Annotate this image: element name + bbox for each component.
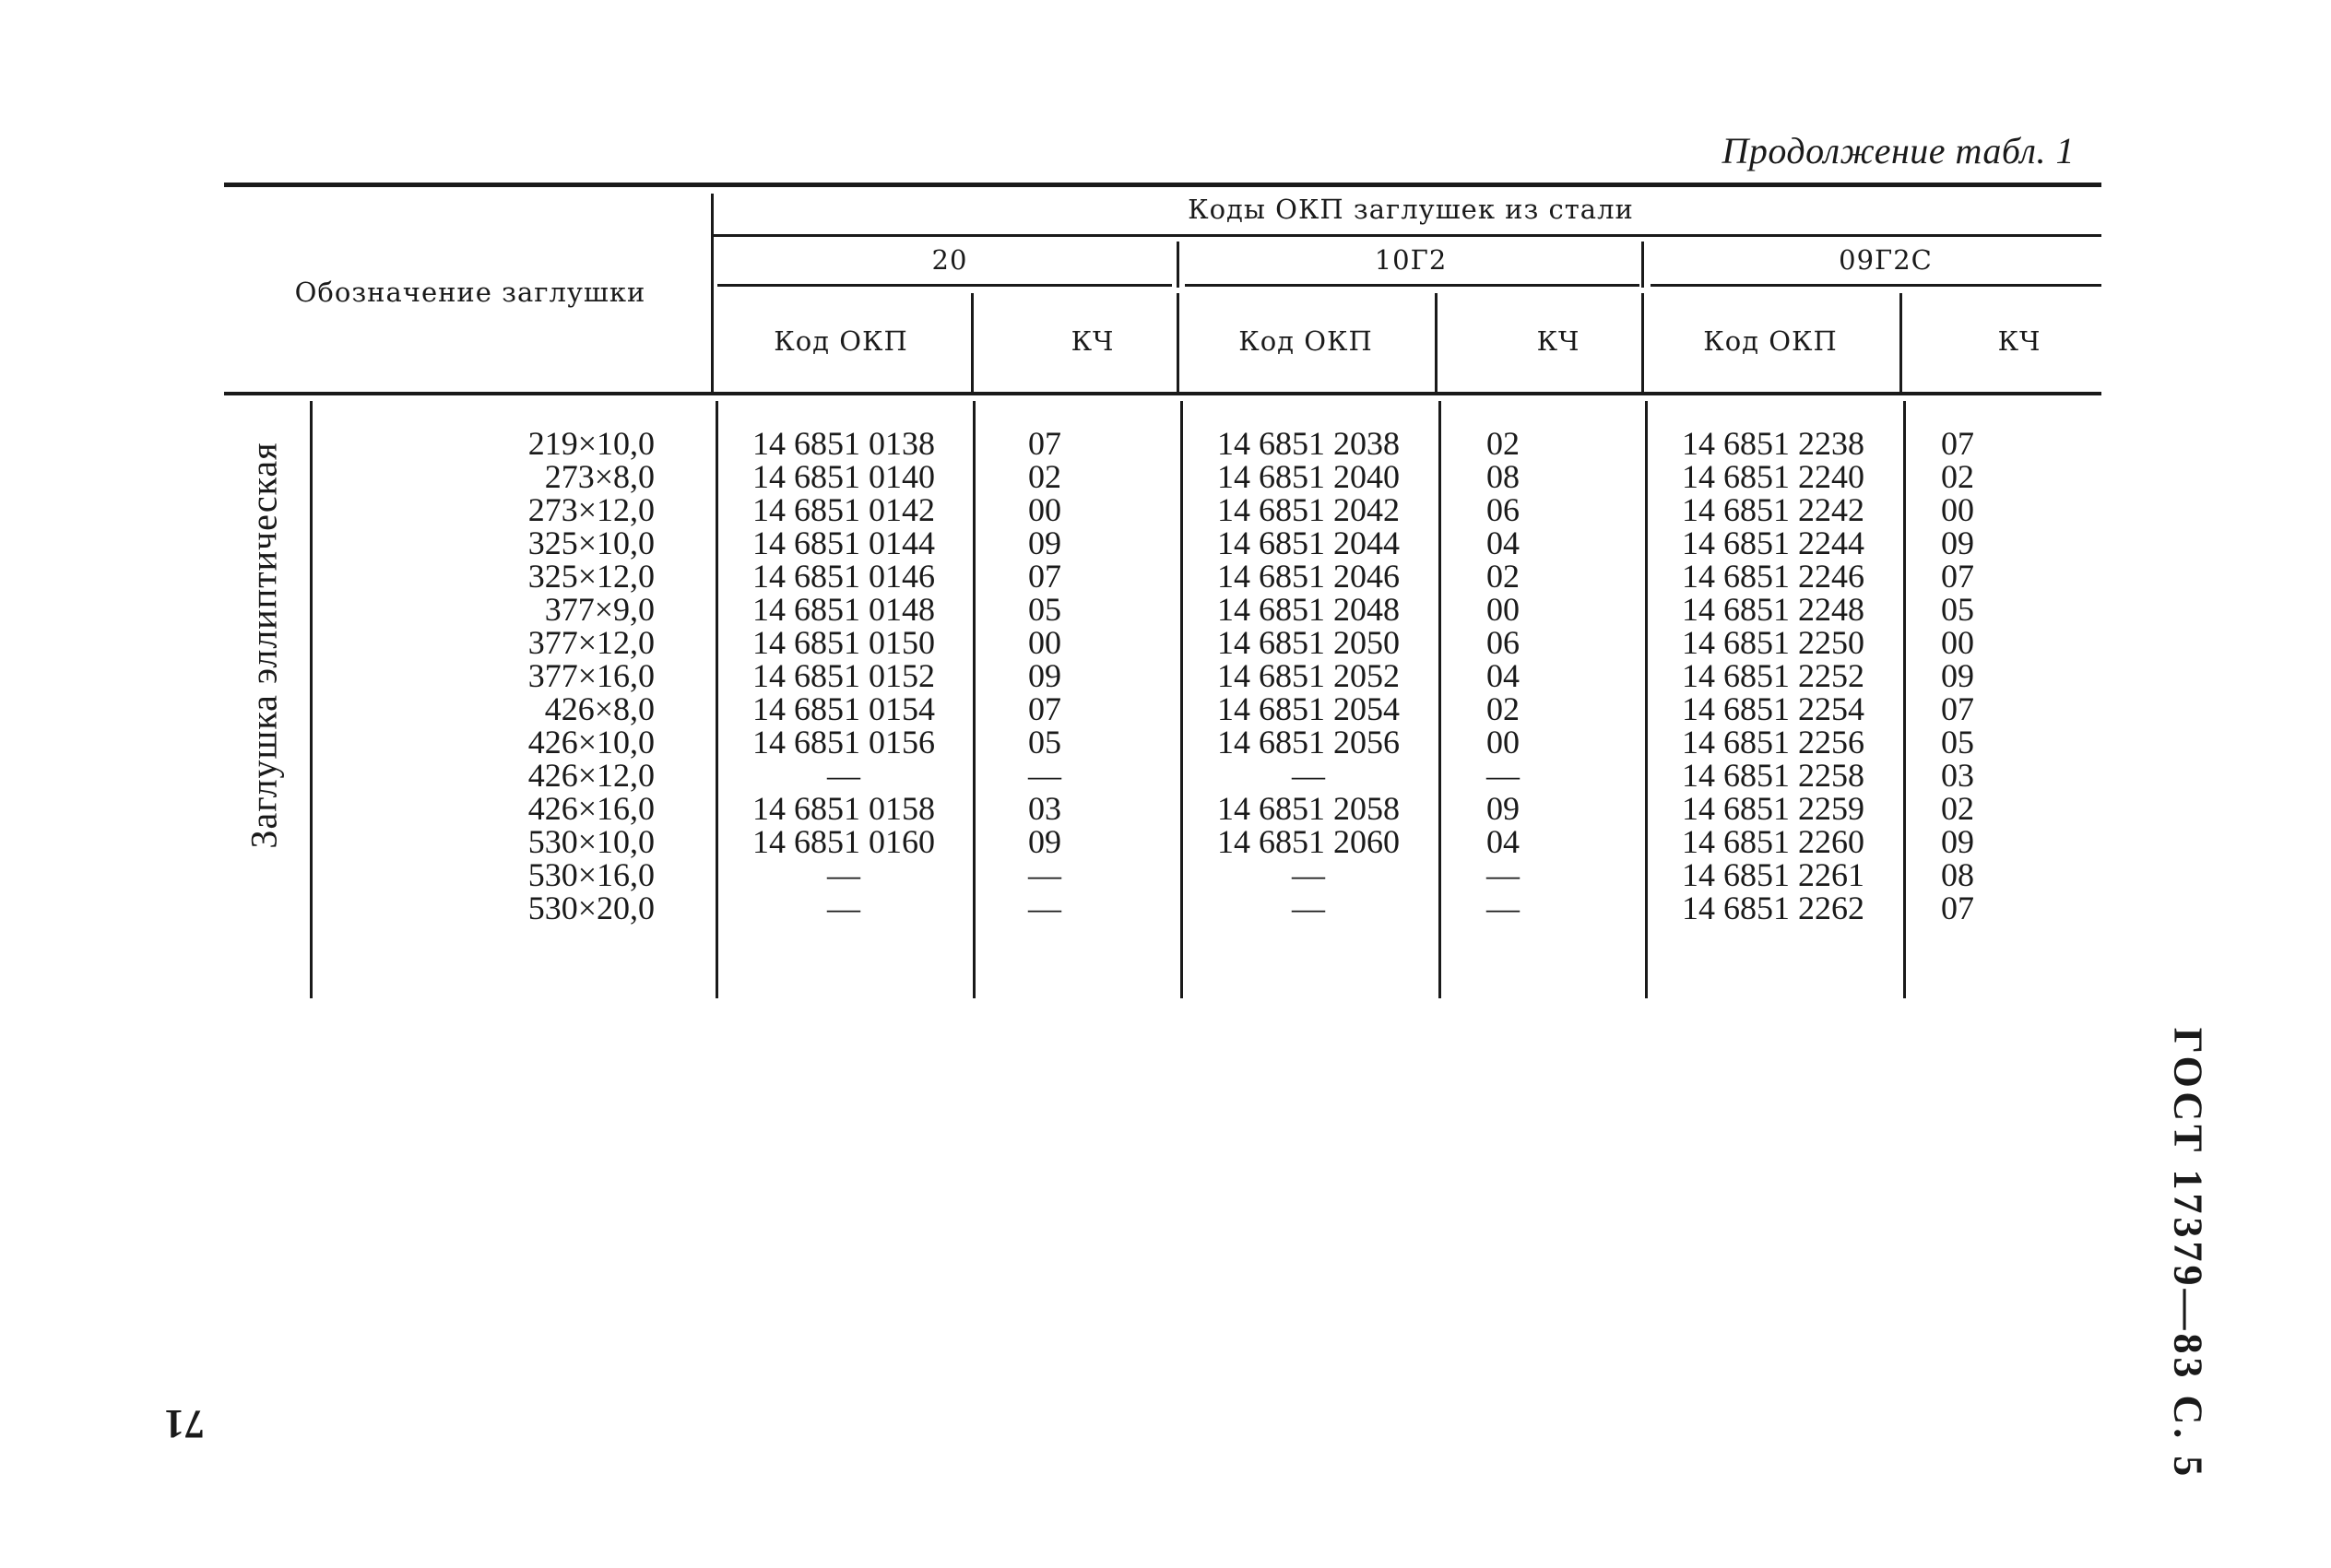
table-cell: — <box>1028 757 1061 794</box>
table-cell: 09 <box>1028 657 1061 694</box>
kch-column-09g2s <box>1921 427 1994 925</box>
table-cell: 14 6851 0140 <box>752 458 935 495</box>
table-cell: — <box>1292 890 1325 926</box>
table-cell: 07 <box>1941 425 1974 462</box>
code-column-09g2s <box>1658 427 1888 925</box>
table-cell: 14 6851 2248 <box>1682 591 1864 628</box>
table-cell: 14 6851 2056 <box>1217 724 1400 760</box>
table-cell: 14 6851 0144 <box>752 525 935 561</box>
table-cell: 14 6851 2260 <box>1682 823 1864 860</box>
table-cell: — <box>1486 856 1520 893</box>
code-header-20: Код ОКП <box>774 325 908 357</box>
grade-10g2-header: 10Г2 <box>1374 244 1448 276</box>
table-cell: 14 6851 2048 <box>1217 591 1400 628</box>
code-column-10g2 <box>1193 427 1424 925</box>
header-vline-10g2-left <box>1177 242 1179 288</box>
table-cell: 530×10,0 <box>527 823 655 860</box>
table-cell: 14 6851 0152 <box>752 657 935 694</box>
table-cell: 02 <box>1486 558 1520 595</box>
table-cell: 14 6851 0160 <box>752 823 935 860</box>
table-cell: 02 <box>1941 458 1974 495</box>
kch-column-10g2 <box>1466 427 1540 925</box>
table-cell: 05 <box>1028 724 1061 760</box>
table-cell: 14 6851 2256 <box>1682 724 1864 760</box>
body-vline-10g2-left <box>1180 401 1183 998</box>
table-cell: 02 <box>1486 425 1520 462</box>
table-cell: 06 <box>1486 624 1520 661</box>
header-vline-10g2 <box>1435 293 1438 392</box>
table-cell: 03 <box>1028 790 1061 827</box>
table-cell: 07 <box>1941 558 1974 595</box>
table-cell: — <box>827 856 860 893</box>
table-cell: 00 <box>1486 724 1520 760</box>
table-cell: — <box>1292 757 1325 794</box>
table-cell: 14 6851 2060 <box>1217 823 1400 860</box>
body-vline-09g2s-left <box>1645 401 1648 998</box>
body-vline-20 <box>973 401 976 998</box>
table-cell: 14 6851 2246 <box>1682 558 1864 595</box>
table-cell: 08 <box>1486 458 1520 495</box>
header-vline-20-10g2 <box>1177 293 1179 392</box>
table-cell: 14 6851 2240 <box>1682 458 1864 495</box>
table-cell: 04 <box>1486 823 1520 860</box>
table-cell: 05 <box>1028 591 1061 628</box>
grade-20-header: 20 <box>931 244 968 276</box>
table-cell: 219×10,0 <box>527 425 655 462</box>
designation-column <box>304 427 655 925</box>
table-cell: 14 6851 0146 <box>752 558 935 595</box>
header-vline-09g2s-left <box>1641 242 1644 288</box>
grade-20-rule <box>717 284 1172 287</box>
table-cell: — <box>1486 757 1520 794</box>
table-cell: 07 <box>1028 690 1061 727</box>
table-cell: 02 <box>1486 690 1520 727</box>
table-cell: 07 <box>1028 425 1061 462</box>
table-cell: 377×9,0 <box>544 591 655 628</box>
table-cell: 426×12,0 <box>527 757 655 794</box>
table-cell: 14 6851 2040 <box>1217 458 1400 495</box>
table-cell: 14 6851 2044 <box>1217 525 1400 561</box>
table-cell: 05 <box>1941 591 1974 628</box>
standard-reference: ГОСТ 17379—83 С. 5 <box>2165 1027 2211 1480</box>
table-cell: 14 6851 2038 <box>1217 425 1400 462</box>
table-cell: 14 6851 2254 <box>1682 690 1864 727</box>
table-cell: 14 6851 0138 <box>752 425 935 462</box>
header-vline-09g2s <box>1899 293 1902 392</box>
table-cell: 07 <box>1941 890 1974 926</box>
code-header-09g2s: Код ОКП <box>1703 325 1838 357</box>
table-cell: 273×12,0 <box>527 491 655 528</box>
table-cell: 14 6851 2261 <box>1682 856 1864 893</box>
table-cell: 14 6851 2238 <box>1682 425 1864 462</box>
table-cell: 07 <box>1028 558 1061 595</box>
table-cell: 14 6851 0154 <box>752 690 935 727</box>
table-cell: 530×20,0 <box>527 890 655 926</box>
table-cell: 00 <box>1941 624 1974 661</box>
table-cell: 14 6851 2046 <box>1217 558 1400 595</box>
table-cell: 14 6851 0150 <box>752 624 935 661</box>
table-cell: 07 <box>1941 690 1974 727</box>
grade-10g2-rule <box>1185 284 1639 287</box>
table-caption: Продолжение табл. 1 <box>1722 130 2075 171</box>
kch-header-09g2s: КЧ <box>1997 325 2041 357</box>
table-cell: 02 <box>1941 790 1974 827</box>
grade-09g2s-header: 09Г2С <box>1839 244 1933 276</box>
table-cell: — <box>1486 890 1520 926</box>
codes-header-rule <box>713 234 2101 237</box>
table-cell: 14 6851 2252 <box>1682 657 1864 694</box>
table-cell: 02 <box>1028 458 1061 495</box>
table-cell: 14 6851 2244 <box>1682 525 1864 561</box>
table-cell: 09 <box>1486 790 1520 827</box>
table-cell: 14 6851 2052 <box>1217 657 1400 694</box>
body-vline-codes <box>716 401 718 998</box>
table-cell: 14 6851 2042 <box>1217 491 1400 528</box>
table-cell: 04 <box>1486 657 1520 694</box>
header-vline-10g2-09g2s <box>1641 293 1644 392</box>
table-cell: 00 <box>1486 591 1520 628</box>
code-column-20 <box>728 427 959 925</box>
table-cell: 14 6851 2259 <box>1682 790 1864 827</box>
table-cell: 14 6851 2058 <box>1217 790 1400 827</box>
header-bottom-rule <box>224 392 2101 395</box>
table-cell: 05 <box>1941 724 1974 760</box>
table-cell: 06 <box>1486 491 1520 528</box>
table-cell: 530×16,0 <box>527 856 655 893</box>
table-cell: — <box>827 757 860 794</box>
table-cell: 09 <box>1028 823 1061 860</box>
body-vline-09g2s <box>1903 401 1906 998</box>
table-cell: 08 <box>1941 856 1974 893</box>
table-cell: 14 6851 2262 <box>1682 890 1864 926</box>
designation-header: Обозначение заглушки <box>294 277 646 308</box>
table-cell: 00 <box>1941 491 1974 528</box>
page-number: 71 <box>164 1401 205 1447</box>
table-cell: 09 <box>1028 525 1061 561</box>
table-cell: 00 <box>1028 491 1061 528</box>
grade-09g2s-rule <box>1651 284 2101 287</box>
table-cell: 03 <box>1941 757 1974 794</box>
table-cell: — <box>1028 856 1061 893</box>
table-cell: 14 6851 2050 <box>1217 624 1400 661</box>
table-cell: 273×8,0 <box>544 458 655 495</box>
table-cell: 377×16,0 <box>527 657 655 694</box>
table-cell: 14 6851 2258 <box>1682 757 1864 794</box>
kch-header-10g2: КЧ <box>1536 325 1580 357</box>
table-cell: 426×8,0 <box>544 690 655 727</box>
table-cell: 325×10,0 <box>527 525 655 561</box>
table-cell: 09 <box>1941 823 1974 860</box>
table-top-rule <box>224 183 2101 187</box>
table-cell: 426×16,0 <box>527 790 655 827</box>
table-cell: 04 <box>1486 525 1520 561</box>
table-cell: 14 6851 0142 <box>752 491 935 528</box>
table-cell: 14 6851 2250 <box>1682 624 1864 661</box>
table-cell: 14 6851 2242 <box>1682 491 1864 528</box>
header-vline-codes <box>711 194 714 392</box>
table-cell: — <box>827 890 860 926</box>
table-cell: — <box>1028 890 1061 926</box>
kch-column-20 <box>1008 427 1082 925</box>
table-cell: 325×12,0 <box>527 558 655 595</box>
table-cell: 14 6851 0156 <box>752 724 935 760</box>
table-cell: 00 <box>1028 624 1061 661</box>
table-cell: 426×10,0 <box>527 724 655 760</box>
header-vline-20 <box>971 293 974 392</box>
table-cell: 09 <box>1941 657 1974 694</box>
table-cell: — <box>1292 856 1325 893</box>
table-cell: 09 <box>1941 525 1974 561</box>
table-cell: 14 6851 0158 <box>752 790 935 827</box>
table-cell: 14 6851 2054 <box>1217 690 1400 727</box>
body-vline-10g2 <box>1438 401 1441 998</box>
kch-header-20: КЧ <box>1071 325 1115 357</box>
code-header-10g2: Код ОКП <box>1238 325 1373 357</box>
table-cell: 14 6851 0148 <box>752 591 935 628</box>
row-group-label: Заглушка эллиптическая <box>243 442 285 849</box>
table-cell: 377×12,0 <box>527 624 655 661</box>
codes-header: Коды ОКП заглушек из стали <box>1188 194 1634 225</box>
